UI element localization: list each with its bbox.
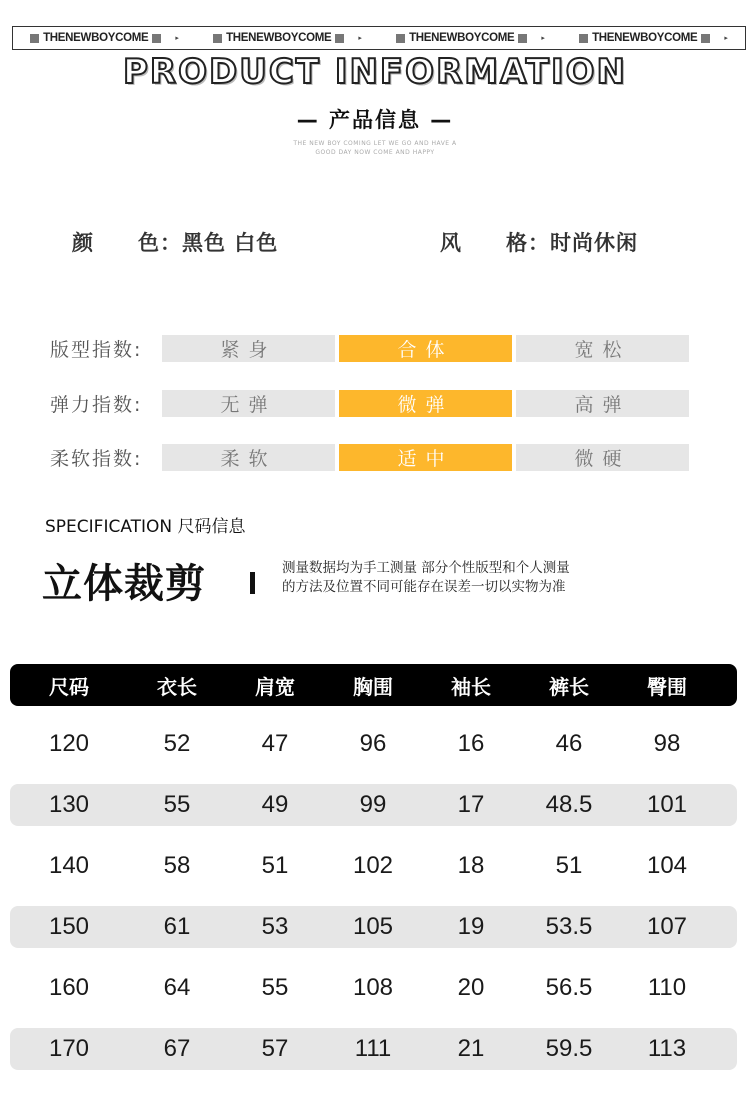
table-cell: 55 <box>163 791 191 818</box>
brand-text: THENEWBOYCOME <box>43 32 149 44</box>
elasticity-option-none: 无弹 <box>162 390 335 417</box>
elasticity-option-high: 高弹 <box>516 390 689 417</box>
header-sleeve: 袖长 <box>451 674 491 699</box>
table-cell: 57 <box>261 1035 289 1062</box>
table-cell: 52 <box>163 730 191 757</box>
elasticity-index-label: 弹力指数: <box>50 394 143 416</box>
elasticity-option-slight: 微弹 <box>339 390 512 417</box>
table-cell: 59.5 <box>545 1035 593 1062</box>
table-cell: 99 <box>359 791 387 818</box>
spec-note-line: 测量数据均为手工测量 部分个性版型和个人测量 <box>282 560 570 576</box>
style-label: 风 格： <box>440 231 550 255</box>
table-cell: 130 <box>48 791 90 818</box>
arrow-icon: ▸ <box>541 34 545 42</box>
table-row <box>10 723 737 765</box>
tagline <box>0 139 750 157</box>
spec-note-line: 的方法及位置不同可能存在误差一切以实物为准 <box>282 579 566 595</box>
table-cell: 16 <box>457 730 485 757</box>
table-cell: 98 <box>653 730 681 757</box>
color-label: 颜 色： <box>72 231 182 255</box>
color-value: 黑色 白色 <box>182 231 279 255</box>
table-cell: 46 <box>555 730 583 757</box>
table-cell: 51 <box>261 852 289 879</box>
table-cell: 140 <box>48 852 90 879</box>
table-cell: 104 <box>646 852 688 879</box>
table-cell: 96 <box>359 730 387 757</box>
table-row <box>10 967 737 1009</box>
page-title: PRODUCT INFORMATION <box>123 52 627 92</box>
table-row <box>10 784 737 826</box>
square-icon <box>701 34 710 43</box>
square-icon <box>579 34 588 43</box>
table-cell: 113 <box>647 1035 687 1062</box>
table-cell: 101 <box>646 791 688 818</box>
brand-text: THENEWBOYCOME <box>592 32 698 44</box>
table-cell: 49 <box>261 791 289 818</box>
softness-option-soft: 柔软 <box>162 444 335 471</box>
header-size: 尺码 <box>49 674 89 699</box>
divider-bar <box>250 572 255 594</box>
spec-heading: SPECIFICATION 尺码信息 <box>45 517 246 537</box>
header-chest: 胸围 <box>353 674 393 699</box>
table-cell: 47 <box>261 730 289 757</box>
square-icon <box>518 34 527 43</box>
elasticity-index-row <box>50 390 690 417</box>
table-cell: 17 <box>457 791 485 818</box>
softness-option-medium: 适中 <box>339 444 512 471</box>
table-cell: 64 <box>163 974 191 1001</box>
tagline-line: THE NEW BOY COMING LET WE GO AND HAVE A <box>293 140 457 147</box>
style-value: 时尚休闲 <box>550 231 638 255</box>
square-icon <box>335 34 344 43</box>
table-cell: 19 <box>457 913 485 940</box>
square-icon <box>152 34 161 43</box>
table-cell: 111 <box>354 1035 392 1062</box>
table-cell: 53.5 <box>545 913 593 940</box>
fit-index-row <box>50 335 690 362</box>
table-cell: 21 <box>457 1035 485 1062</box>
brand-text: THENEWBOYCOME <box>226 32 332 44</box>
fit-option-slim: 紧身 <box>162 335 335 362</box>
table-cell: 160 <box>48 974 90 1001</box>
brand-cell <box>13 32 196 44</box>
table-cell: 56.5 <box>545 974 593 1001</box>
page-subtitle: — 产品信息 — <box>296 108 454 132</box>
table-cell: 170 <box>48 1035 90 1062</box>
table-cell: 48.5 <box>545 791 593 818</box>
fit-option-loose: 宽松 <box>516 335 689 362</box>
table-cell: 107 <box>646 913 688 940</box>
softness-option-firm: 微硬 <box>516 444 689 471</box>
softness-index-label: 柔软指数: <box>50 448 143 470</box>
brand-cell <box>562 32 745 44</box>
arrow-icon: ▸ <box>175 34 179 42</box>
table-cell: 102 <box>352 852 394 879</box>
table-cell: 58 <box>163 852 191 879</box>
table-cell: 20 <box>457 974 485 1001</box>
brand-cell <box>196 32 379 44</box>
square-icon <box>30 34 39 43</box>
tagline-line: GOOD DAY NOW COME AND HAPPY <box>315 149 435 156</box>
color-attribute <box>72 227 278 257</box>
table-cell: 61 <box>163 913 191 940</box>
arrow-icon: ▸ <box>358 34 362 42</box>
brand-text: THENEWBOYCOME <box>409 32 515 44</box>
fit-index-options <box>162 335 689 362</box>
table-cell: 120 <box>48 730 90 757</box>
spec-big-title: 立体裁剪 <box>42 561 206 607</box>
table-cell: 150 <box>48 913 90 940</box>
spec-note <box>282 559 570 597</box>
fit-option-regular: 合体 <box>339 335 512 362</box>
table-row <box>10 845 737 887</box>
fit-index-label: 版型指数: <box>50 339 143 361</box>
arrow-icon: ▸ <box>724 34 728 42</box>
header-pants-length: 裤长 <box>549 674 589 699</box>
square-icon <box>396 34 405 43</box>
softness-index-row <box>50 444 690 471</box>
elasticity-index-options <box>162 390 689 417</box>
table-cell: 55 <box>261 974 289 1001</box>
table-cell: 105 <box>352 913 394 940</box>
table-cell: 53 <box>261 913 289 940</box>
table-cell: 51 <box>555 852 583 879</box>
header-length: 衣长 <box>157 674 197 699</box>
table-row <box>10 1028 737 1070</box>
square-icon <box>213 34 222 43</box>
brand-cell <box>379 32 562 44</box>
header-hip: 臀围 <box>647 674 687 699</box>
table-cell: 110 <box>647 974 687 1001</box>
brand-band <box>12 26 746 50</box>
header-shoulder: 肩宽 <box>255 674 295 699</box>
table-cell: 18 <box>457 852 485 879</box>
table-row <box>10 906 737 948</box>
table-cell: 108 <box>352 974 394 1001</box>
style-attribute <box>440 227 638 257</box>
size-table-header <box>10 664 737 706</box>
softness-index-options <box>162 444 689 471</box>
table-cell: 67 <box>163 1035 191 1062</box>
